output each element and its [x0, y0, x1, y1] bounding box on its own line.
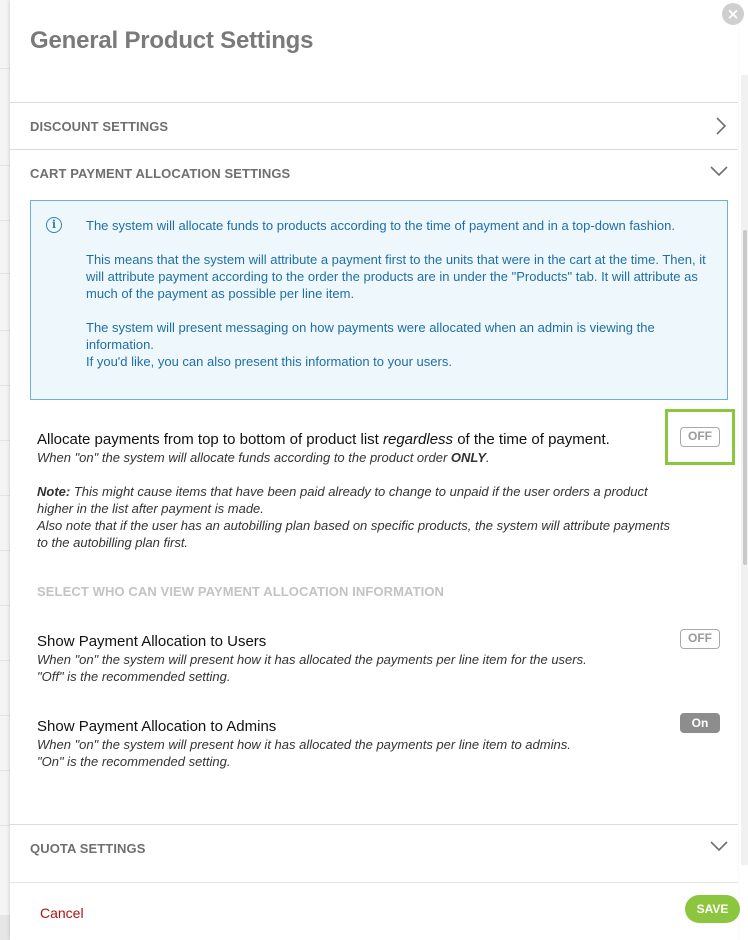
info-paragraph: This means that the system will attribute a payment first to the units that were in the cart at the time. Then, it will attribute payment according to the order the products are in under the "Products" tab. It will attribute as much of the payment as possible per line item. [86, 252, 706, 301]
backdrop-line [0, 385, 10, 386]
info-paragraph: The system will allocate funds to products according to the time of payment and in a top-down fashion. [86, 218, 675, 233]
desc-emphasis: ONLY [450, 450, 487, 465]
backdrop-line [0, 825, 10, 826]
save-button[interactable]: SAVE [685, 895, 740, 923]
info-line: If you'd like, you can also present this information to your users. [86, 354, 452, 369]
info-icon: i [46, 217, 62, 233]
backdrop-line [0, 605, 10, 606]
desc-text: When "on" the system will allocate funds according to the product order [37, 450, 451, 465]
section-label: DISCOUNT SETTINGS [30, 119, 169, 134]
section-cart-payment-allocation[interactable] [10, 149, 738, 196]
chevron-down-icon[interactable] [710, 840, 728, 852]
info-box [30, 200, 728, 400]
backdrop-line [0, 68, 10, 69]
backdrop-line [0, 330, 10, 331]
backdrop-line [0, 495, 10, 496]
backdrop-line [0, 165, 10, 166]
setting-note [37, 483, 677, 551]
heading-text: Allocate payments from top to bottom of product list [37, 431, 383, 448]
setting-description: When "on" the system will present how it has allocated the payments per line item to admins. [37, 737, 571, 752]
info-line: The system will present messaging on how payments were allocated when an admin is viewing the information. [86, 320, 655, 352]
note-label: Note: [37, 484, 71, 499]
setting-heading: Show Payment Allocation to Users [37, 633, 267, 650]
chevron-down-icon[interactable] [710, 165, 728, 177]
scrollbar-thumb[interactable] [743, 230, 747, 565]
backdrop-line [0, 715, 10, 716]
show-allocation-admins-setting [37, 718, 677, 770]
heading-emphasis: regardless [383, 431, 454, 448]
chevron-right-icon[interactable] [714, 117, 728, 135]
backdrop-line [0, 770, 10, 771]
cancel-button[interactable]: Cancel [40, 905, 84, 921]
backdrop-line [0, 273, 10, 274]
setting-description: "On" is the recommended setting. [37, 754, 231, 769]
users-toggle[interactable]: OFF [680, 629, 720, 649]
section-quota-settings[interactable] [10, 824, 738, 871]
modal-title: General Product Settings [30, 27, 314, 54]
view-section-title: SELECT WHO CAN VIEW PAYMENT ALLOCATION INFORMATION [37, 584, 445, 599]
heading-text: of the time of payment. [453, 431, 610, 448]
show-allocation-users-setting [37, 633, 677, 685]
close-button[interactable]: × [722, 3, 744, 25]
backdrop-line [0, 220, 10, 221]
allocate-toggle[interactable]: OFF [680, 427, 720, 447]
setting-description: "Off" is the recommended setting. [37, 669, 231, 684]
note-text: Also note that if the user has an autobilling plan based on specific products, the system will attribute payments to the autobilling plan first. [37, 518, 671, 550]
section-discount-settings[interactable] [10, 102, 738, 149]
allocate-top-to-bottom-setting [37, 431, 677, 551]
desc-text: . [486, 450, 490, 465]
note-text: This might cause items that have been paid already to change to unpaid if the user orders a product higher in the list after payment is made. [37, 484, 648, 516]
admins-toggle[interactable]: On [680, 713, 720, 733]
backdrop-line [0, 660, 10, 661]
backdrop-line [0, 440, 10, 441]
info-paragraph [86, 319, 716, 370]
info-text [86, 217, 716, 370]
backdrop-edge [0, 915, 10, 940]
section-label: QUOTA SETTINGS [30, 841, 146, 856]
backdrop [0, 0, 10, 940]
setting-description [37, 449, 677, 466]
footer-divider [10, 882, 738, 883]
backdrop-line [0, 550, 10, 551]
setting-heading: Show Payment Allocation to Admins [37, 718, 277, 735]
setting-description: When "on" the system will present how it has allocated the payments per line item for the users. [37, 652, 587, 667]
section-label: CART PAYMENT ALLOCATION SETTINGS [30, 166, 291, 181]
setting-heading [37, 431, 677, 449]
